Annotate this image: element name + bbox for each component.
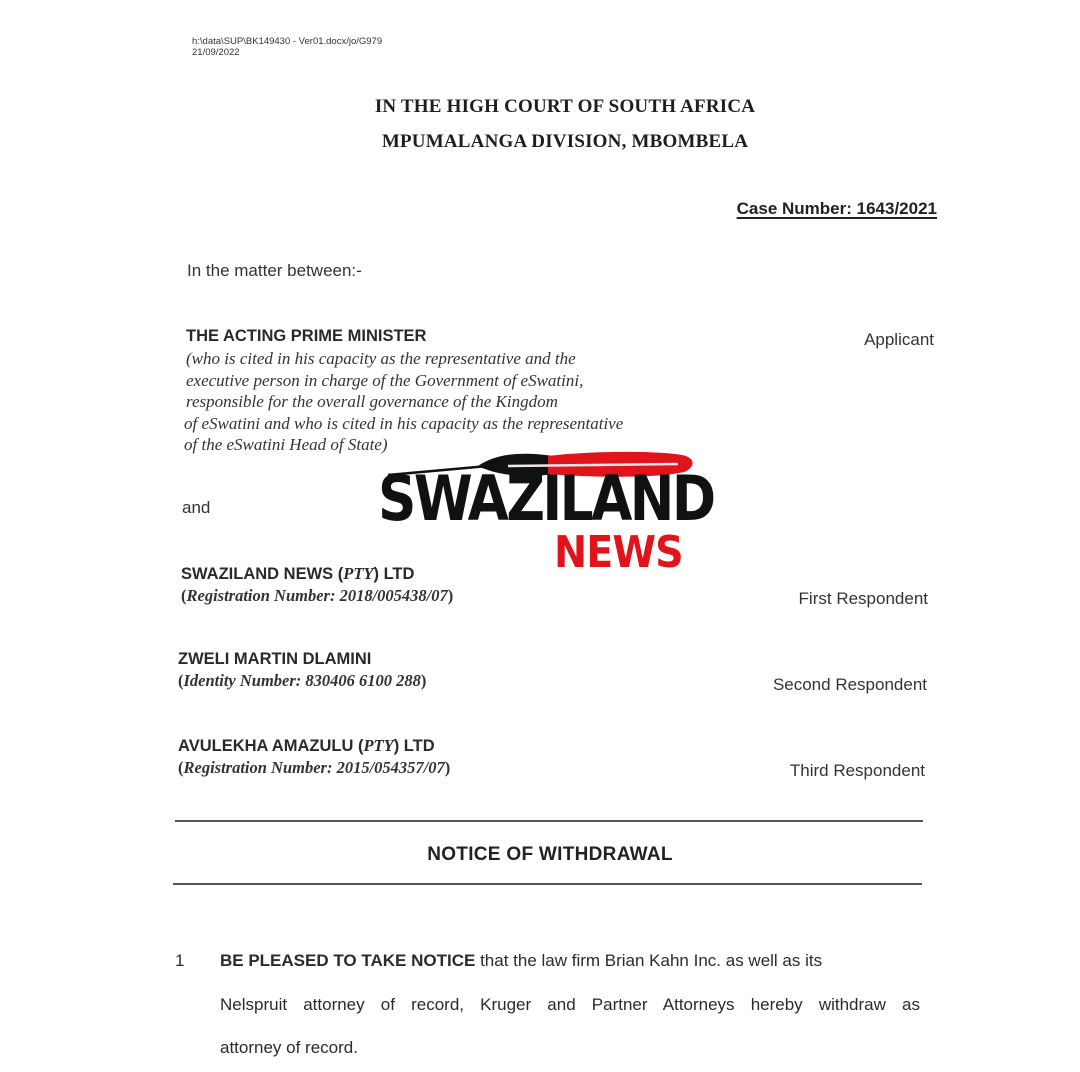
- respondent-1-name: SWAZILAND NEWS (PTY) LTD: [181, 564, 415, 583]
- respondent-2-block: [178, 650, 426, 691]
- paragraph-bold-lead: BE PLEASED TO TAKE NOTICE: [220, 951, 476, 970]
- applicant-block: [186, 327, 623, 456]
- paragraph-line-2: Nelspruit attorney of record, Kruger and Partner Attorneys hereby withdraw as: [220, 995, 920, 1014]
- respondent-1-block: [181, 564, 453, 606]
- document-date: 21/09/2022: [192, 47, 240, 58]
- paragraph-number: 1: [175, 951, 185, 970]
- file-path: h:\data\SUP\BK149430 - Ver01.docx/jo/G979: [192, 36, 383, 47]
- paragraph-line-3: attorney of record.: [220, 1038, 358, 1057]
- notice-title: NOTICE OF WITHDRAWAL: [427, 844, 673, 865]
- logo-text-swaziland: SWAZILAND: [378, 462, 714, 535]
- matter-between-label: In the matter between:-: [187, 261, 362, 280]
- respondent-3-block: [178, 736, 450, 778]
- top-divider: [175, 820, 923, 822]
- respondent-3-detail: (Registration Number: 2015/054357/07): [178, 758, 451, 777]
- applicant-role: Applicant: [864, 330, 934, 349]
- respondent-3-role: Third Respondent: [789, 761, 925, 780]
- respondent-2-name: ZWELI MARTIN DLAMINI: [178, 650, 372, 668]
- logo-text-news: NEWS: [554, 527, 683, 578]
- respondent-2-role: Second Respondent: [772, 675, 927, 694]
- court-name: IN THE HIGH COURT OF SOUTH AFRICA: [374, 96, 756, 117]
- applicant-name: THE ACTING PRIME MINISTER: [186, 327, 427, 345]
- applicant-description: (who is cited in his capacity as the representative and the executive person in charge of the Government of eSwatini, responsible for the overall governance of the Kingdom of eSwatini and who is cited in his capacity as the representative of the eSwatini Head of State): [184, 349, 624, 454]
- bottom-divider: [173, 883, 922, 885]
- and-label: and: [182, 498, 211, 517]
- court-division: MPUMALANGA DIVISION, MBOMBELA: [381, 131, 749, 152]
- file-reference: [192, 36, 382, 58]
- respondent-2-detail: (Identity Number: 830406 6100 288): [178, 671, 427, 690]
- case-number: Case Number: 1643/2021: [736, 199, 937, 218]
- respondent-1-role: First Respondent: [798, 589, 928, 608]
- respondent-3-name: AVULEKHA AMAZULU (PTY) LTD: [178, 736, 435, 755]
- respondent-1-detail: (Registration Number: 2018/005438/07): [181, 586, 454, 605]
- swaziland-news-logo: [378, 448, 714, 578]
- paragraph-line-1: BE PLEASED TO TAKE NOTICE that the law firm Brian Kahn Inc. as well as its: [220, 951, 823, 970]
